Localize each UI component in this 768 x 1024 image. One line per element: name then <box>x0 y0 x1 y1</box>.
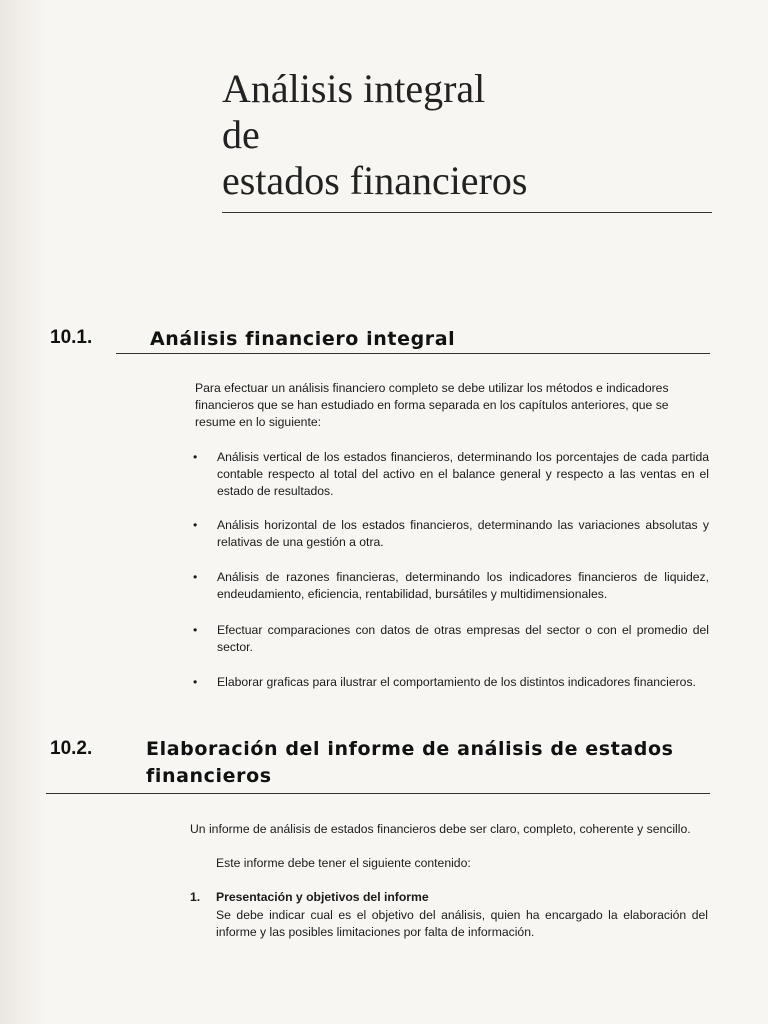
list-item-title: Presentación y objetivos del informe <box>216 890 429 904</box>
chapter-title-line: estados financieros <box>222 158 528 203</box>
bullet-item: Análisis horizontal de los estados financieros, determinando las variaciones absolutas y relativas de una gestión a otra. <box>217 518 709 549</box>
chapter-title-line: de <box>222 112 260 157</box>
section-heading: Elaboración del informe de análisis de estados financieros <box>146 738 674 787</box>
section-number: 10.1. <box>50 327 93 348</box>
section-rule <box>46 793 710 794</box>
chapter-title <box>222 66 642 204</box>
bullet-marker: • <box>193 518 198 532</box>
section-number: 10.2. <box>50 738 93 759</box>
bullet-marker: • <box>193 675 198 689</box>
list-item-number: 1. <box>190 890 201 904</box>
bullet-item: Análisis de razones financieras, determinando los indicadores financieros de liquidez, endeudamiento, eficiencia, rentabilidad, bursátiles y multidimensionales. <box>217 570 709 601</box>
bullet-marker: • <box>193 570 198 584</box>
section-rule <box>116 353 710 354</box>
section-intro: Un informe de análisis de estados financieros debe ser claro, completo, coherente y sencillo. <box>190 822 691 836</box>
section-intro: Para efectuar un análisis financiero completo se debe utilizar los métodos e indicadores financieros que se han estudiado en forma separada en los capítulos anteriores, que se resume en lo siguiente: <box>195 381 669 429</box>
section-intro-continued: Este informe debe tener el siguiente contenido: <box>216 856 471 870</box>
page-edge <box>0 0 46 1024</box>
title-rule <box>222 212 712 213</box>
list-item-text: Se debe indicar cual es el objetivo del análisis, quien ha encargado la elaboración del informe y las posibles limitaciones por falta de información. <box>216 908 708 939</box>
bullet-marker: • <box>193 623 198 637</box>
bullet-marker: • <box>193 450 198 464</box>
section-heading: Análisis financiero integral <box>150 328 456 350</box>
bullet-item: Efectuar comparaciones con datos de otras empresas del sector o con el promedio del sector. <box>217 623 709 654</box>
chapter-title-line: Análisis integral <box>222 66 486 111</box>
bullet-item: Análisis vertical de los estados financieros, determinando los porcentajes de cada partida contable respecto al total del activo en el balance general y respecto a las ventas en el estado de resultados. <box>217 450 709 498</box>
bullet-item: Elaborar graficas para ilustrar el comportamiento de los distintos indicadores financieros. <box>217 675 696 689</box>
